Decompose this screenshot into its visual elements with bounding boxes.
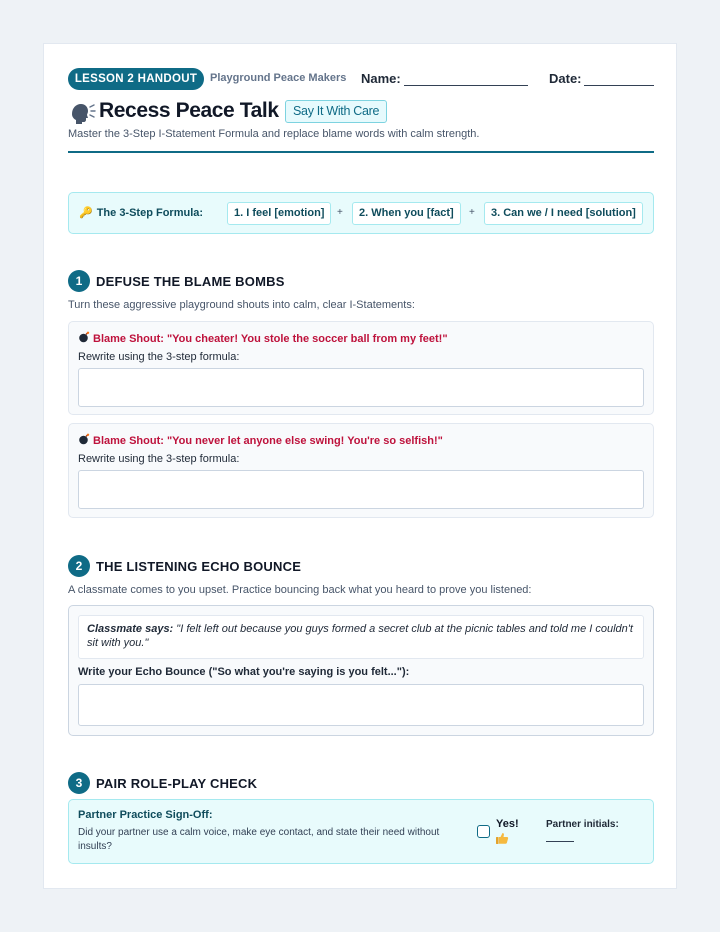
title-tag: Say It With Care (285, 100, 387, 123)
blame-shout-text: Blame Shout: "You cheater! You stole the soccer ball from my feet!" (93, 333, 448, 345)
section-title: THE LISTENING ECHO BOUNCE (96, 559, 302, 574)
classmate-quote (78, 615, 644, 659)
lesson-badge: LESSON 2 HANDOUT (68, 68, 204, 90)
blame-shout (78, 433, 443, 447)
signoff-card (68, 799, 654, 864)
partner-initials-field[interactable] (546, 841, 574, 842)
rewrite-prompt: Rewrite using the 3-step formula: (78, 453, 240, 465)
blame-card (68, 321, 654, 415)
blame-shout-text: Blame Shout: "You never let anyone else swing! You're so selfish!" (93, 435, 443, 447)
name-field[interactable] (404, 85, 528, 86)
answer-box[interactable] (78, 470, 644, 509)
partner-initials-label: Partner initials: (546, 819, 619, 830)
echo-card (68, 605, 654, 736)
section-number: 1 (68, 270, 90, 292)
yes-checkbox[interactable] (477, 825, 490, 838)
signoff-question: Did your partner use a calm voice, make eye contact, and state their need without insults? (78, 827, 440, 852)
name-label: Name: (361, 71, 401, 86)
section-1-header (68, 270, 654, 292)
formula-step-3: 3. Can we / I need [solution] (484, 202, 643, 225)
formula-label-text: The 3-Step Formula: (96, 207, 204, 219)
bomb-icon (78, 331, 90, 343)
page-title: Recess Peace Talk (99, 99, 279, 122)
page-subtitle: Master the 3-Step I-Statement Formula and replace blame words with calm strength. (68, 128, 480, 140)
section-description: Turn these aggressive playground shouts into calm, clear I-Statements: (68, 299, 415, 311)
section-title: PAIR ROLE-PLAY CHECK (96, 776, 258, 791)
key-icon: 🔑 (79, 207, 93, 219)
blame-shout (78, 331, 448, 345)
series-label: Playground Peace Makers (210, 72, 347, 84)
thumbs-up-icon (495, 831, 509, 845)
section-2-header (68, 555, 654, 577)
section-number: 3 (68, 772, 90, 794)
section-description: A classmate comes to you upset. Practice bouncing back what you heard to prove you listened: (68, 584, 532, 596)
formula-bar (68, 192, 654, 234)
answer-box[interactable] (78, 368, 644, 407)
yes-label: Yes! (496, 818, 519, 830)
date-label: Date: (549, 71, 582, 86)
header-row (68, 68, 654, 90)
plus-sign: + (469, 207, 475, 218)
rewrite-prompt: Rewrite using the 3-step formula: (78, 351, 240, 363)
section-3-header (68, 772, 654, 794)
echo-prompt: Write your Echo Bounce ("So what you're saying is you felt..."): (78, 666, 410, 678)
formula-label (79, 206, 203, 219)
date-field[interactable] (584, 85, 654, 86)
formula-step-2: 2. When you [fact] (352, 202, 461, 225)
echo-answer-box[interactable] (78, 684, 644, 726)
plus-sign: + (337, 207, 343, 218)
quote-text: "I felt left out because you guys formed a secret club at the picnic tables and told me I couldn't sit with you." (87, 623, 633, 649)
header-divider (68, 151, 654, 153)
title-row (68, 99, 654, 125)
quote-label: Classmate says: (87, 623, 174, 635)
formula-step-1: 1. I feel [emotion] (227, 202, 331, 225)
worksheet-page (43, 43, 677, 889)
section-title: DEFUSE THE BLAME BOMBS (96, 274, 285, 289)
signoff-title: Partner Practice Sign-Off: (78, 809, 213, 821)
speaking-head-icon (68, 100, 96, 124)
blame-card (68, 423, 654, 518)
section-number: 2 (68, 555, 90, 577)
bomb-icon (78, 433, 90, 445)
